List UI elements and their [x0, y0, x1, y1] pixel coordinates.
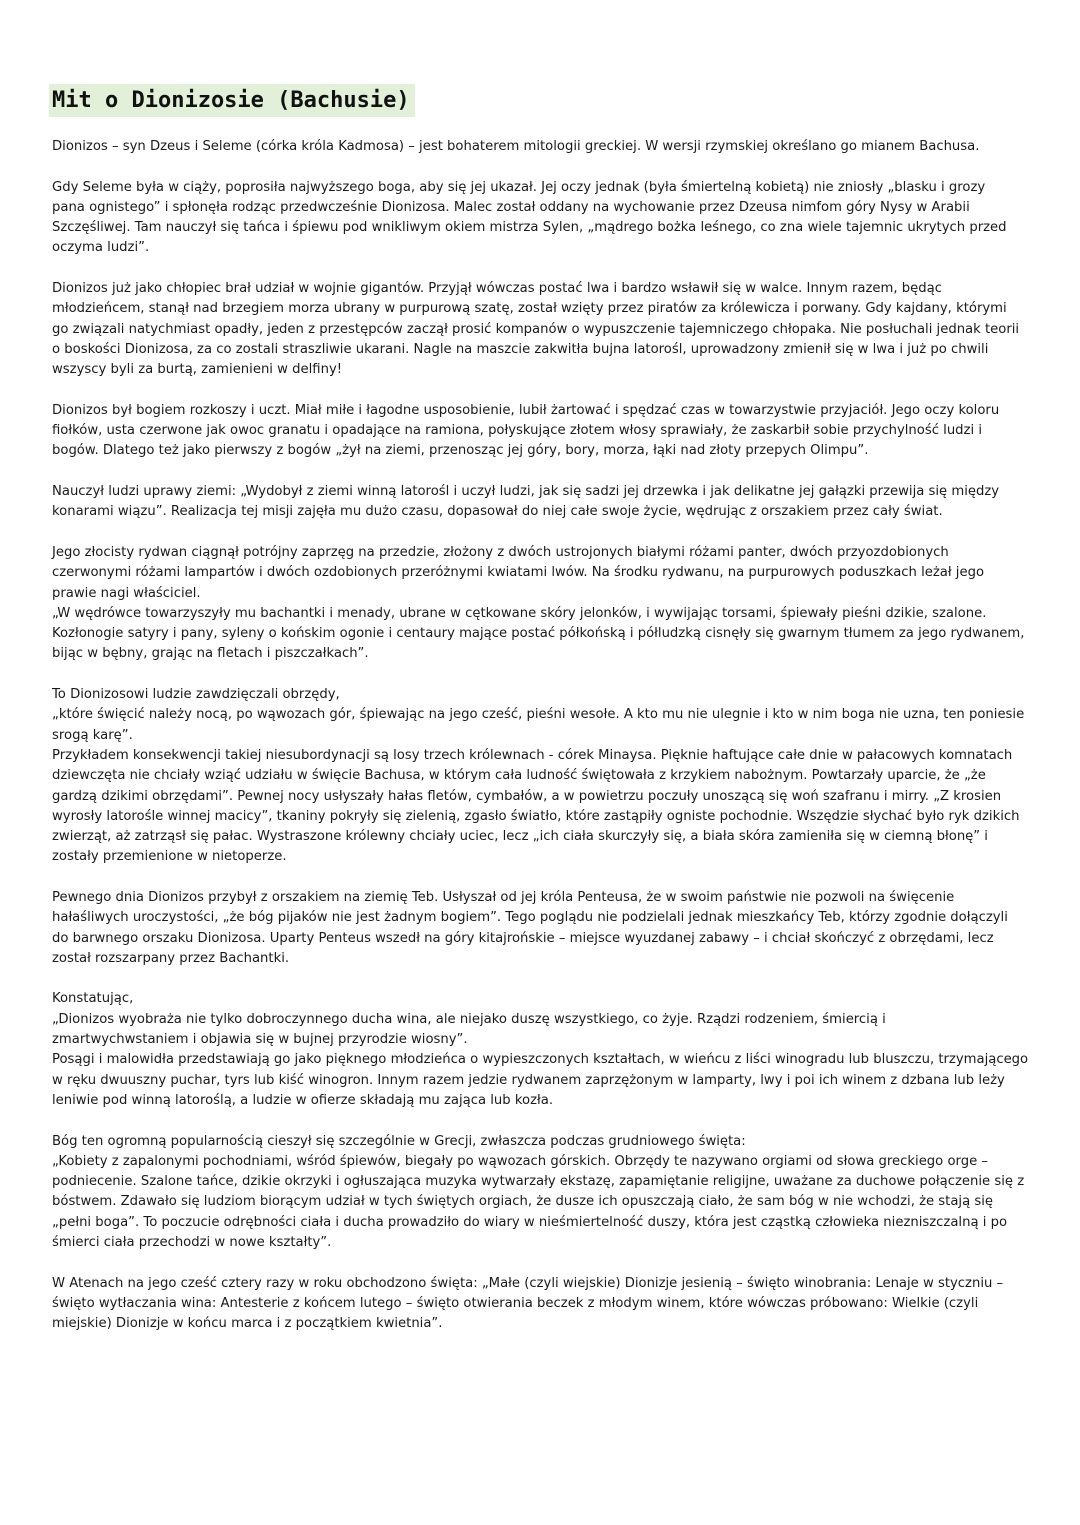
paragraph [52, 888, 1037, 969]
text-line: w ręku dwuuszny puchar, tyrs lub kiść winogron. Innym razem jedzie rydwanem zaprzężonym w lamparty, lwy i poi ich winem z dzbana lub leży [52, 1072, 1005, 1088]
text-line: Nauczył ludzi uprawy ziemi: „Wydobył z ziemi winną latorośl i uczył ludzi, jak się sadzi jej drzewka i jak delikatne jej gałązki przewija się między [52, 484, 1000, 500]
paragraph [52, 543, 1037, 665]
paragraph [52, 685, 1037, 868]
text-line: bóstwem. Zdawało się ludziom biorącym udział w tych świętych orgiach, że dusze ich opuszczają ciało, że sam bóg w nie wchodzi, że stają się [52, 1194, 994, 1210]
text-line: wszyscy byli za burtą, zamienieni w delfiny! [52, 362, 343, 378]
text-line: dziewczęta nie chciały wziąć udziału w święcie Bachusa, w którym cała ludność świętowała z krzykiem nabożnym. Powtarzały uparcie, że „że [52, 768, 986, 784]
text-line: „W wędrówce towarzyszyły mu bachantki i menady, ubrane w cętkowane skóry jelonków, i wywijając torsami, śpiewały pieśni dzikie, szalone. [52, 605, 987, 621]
text-line: prawie nagi właściciel. [52, 585, 201, 601]
text-line: zostały przemienione w nietoperze. [52, 849, 287, 865]
text-line: Posągi i malowidła przedstawiają go jako pięknego młodzieńca o wypieszczonych kształtach, w wieńcu z liści winogradu lub bluszczu, trzymającego [52, 1052, 1029, 1068]
paragraph [52, 1274, 1037, 1335]
text-line: został rozszarpany przez Bachantki. [52, 950, 290, 966]
text-line: Dionizos był bogiem rozkoszy i uczt. Miał miłe i łagodne usposobienie, lubił żartować i spędzać czas w towarzystwie przyjaciół. Jego oczy koloru [52, 402, 1000, 418]
text-line: Bóg ten ogromną popularnością cieszył się szczególnie w Grecji, zwłaszcza podczas grudniowego święta: [52, 1133, 746, 1149]
text-line: młodzieńcem, stanął nad brzegiem morza ubrany w purpurową szatę, został wzięty przez piratów za królewicza i porwany. Gdy kajdany, którymi [52, 301, 1007, 317]
text-line: srogą karę”. [52, 727, 133, 743]
text-line: Jego złocisty rydwan ciągnął potrójny zaprzęg na przedzie, złożony z dwóch ustrojonych białymi różami panter, dwóch przyozdobionych [52, 544, 949, 560]
text-line: „Kobiety z zapalonymi pochodniami, wśród śpiewów, biegały po wąwozach górskich. Obrzędy te nazywano orgiami od słowa greckiego orge – [52, 1153, 988, 1169]
paragraph [52, 989, 1037, 1111]
text-line: hałaśliwych uroczystości, „że bóg pijaków nie jest żadnym bogiem”. Tego poglądu nie podzielali jednak mieszkańcy Teb, którzy zgodnie dołączyli [52, 910, 1008, 926]
text-line: oczyma ludzi”. [52, 240, 150, 256]
text-line: Dionizos już jako chłopiec brał udział w wojnie gigantów. Przyjął wówczas postać lwa i bardzo wsławił się w walce. Innym razem, będąc [52, 281, 942, 297]
text-line: śmierci ciała przechodzi w nowe kształty”. [52, 1235, 332, 1251]
paragraph [52, 279, 1037, 380]
text-line: „które święcić należy nocą, po wąwozach gór, śpiewając na jego cześć, pieśni wesołe. A kto mu nie ulegnie i kto w nim boga nie uzna, ten poniesie [52, 707, 1025, 723]
text-line: pana ognistego” i spłonęła rodząc przedwcześnie Dionizosa. Malec został oddany na wychowanie przez Dzeusa nimfom góry Nysy w Arabii [52, 199, 970, 215]
text-line: do barwnego orszaku Dionizosa. Uparty Penteus wszedł na góry kitajrońskie – miejsce wyuzdanej zabawy – i chciał skończyć z obrzędami, lecz [52, 930, 994, 946]
text-line: „Dionizos wyobraża nie tylko dobroczynnego ducha wina, ale niejako duszę wszystkiego, co żyje. Rządzi rodzeniem, śmiercią i [52, 1011, 886, 1027]
text-line: konarami wiązu”. Realizacja tej misji zajęła mu dużo czasu, dopasował do niej całe swoje życie, wędrując z orszakiem przez cały świat. [52, 504, 943, 520]
text-line: gardzą dzikimi obrzędami”. Pewnej nocy usłyszały hałas fletów, cymbałów, a w powietrzu poczuły unoszącą się woń szafranu i mirry. „Z krosien [52, 788, 1002, 804]
paragraph [52, 1132, 1037, 1254]
text-line: miejskie) Dionizje w końcu marca i z początkiem kwietnia”. [52, 1316, 443, 1332]
text-line: Dionizos – syn Dzeus i Seleme (córka króla Kadmosa) – jest bohaterem mitologii greckiej. W wersji rzymskiej określano go mianem Bachusa. [52, 139, 980, 154]
text-line: o boskości Dionizosa, za co zostali straszliwie ukarani. Nagle na maszcie zakwitła bujna latorośl, uprowadzony zmienił się w lwa i już po chwili [52, 341, 989, 357]
text-line: święto wytłaczania wina: Antesterie z końcem lutego – święto otwierania beczek z młodym winem, które wówczas próbowano: Wielkie (czyli [52, 1295, 979, 1311]
text-line: To Dionizosowi ludzie zawdzięczali obrzędy, [52, 687, 340, 703]
text-line: podniecenie. Szalone tańce, dzikie okrzyki i ogłuszająca muzyka wytwarzały ekstazę, zapamiętanie religijne, uważane za duchowe połączenie się z [52, 1174, 1025, 1190]
text-line: Przykładem konsekwencji takiej niesubordynacji są losy trzech królewnach - córek Minaysa. Pięknie haftujące całe dnie w pałacowych komnatach [52, 747, 1013, 763]
text-line: Gdy Seleme była w ciąży, poprosiła najwyższego boga, aby się jej ukazał. Jej oczy jednak (była śmiertelną kobietą) nie zniosły „blasku i grozy [52, 179, 986, 195]
paragraph [52, 482, 1037, 523]
text-line: czerwonymi różami lampartów i dwóch ozdobionych przeróżnymi kwiatami lwów. Na środku rydwanu, na purpurowych poduszkach leżał jego [52, 565, 985, 581]
text-line: zwierząt, aż zatrząsł się pałac. Wystraszone królewny chciały uciec, lecz „ich ciała skurczyły się, a biała skóra zamieniła się w ciemną błonę” i [52, 829, 988, 845]
text-line: Kozłonogie satyry i pany, syleny o końskim ogonie i centaury mające postać półkońską i półludzką cisnęły się gwarnym tłumem za jego rydwanem, [52, 626, 1025, 642]
text-line: Szczęśliwej. Tam nauczył się tańca i śpiewu pod wnikliwym okiem mistrza Sylen, „mądrego bożka leśnego, co zna wiele tajemnic ukrytych przed [52, 220, 1007, 236]
paragraph [52, 178, 1037, 259]
text-line: wyrosły latorośle winnej macicy”, tkaniny pokryły się zielenią, zgasło światło, które zastąpiły ogniste pochodnie. Wszędzie słychać było ryk dzikich [52, 808, 1020, 824]
text-line: Konstatując, [52, 991, 134, 1007]
document-body [52, 137, 1037, 1355]
text-line: W Atenach na jego cześć cztery razy w roku obchodzono święta: „Małe (czyli wiejskie) Dionizje jesienią – święto winobrania: Lenaje w styczniu – [52, 1275, 1004, 1291]
paragraph [52, 137, 1037, 157]
text-line: Pewnego dnia Dionizos przybył z orszakiem na ziemię Teb. Usłyszał od jej króla Penteusa, że w swoim państwie nie pozwoli na święcenie [52, 889, 955, 905]
text-line: leniwie pod winną latoroślą, a ludzie w ofierze składają mu zająca lub kozła. [52, 1092, 554, 1108]
text-line: „pełni boga”. To poczucie odrębności ciała i ducha prowadziło do wiary w nieśmiertelność duszy, która jest cząstką człowieka niezniszczalną i po [52, 1214, 1008, 1230]
text-line: fiołków, usta czerwone jak owoc granatu i opadające na ramiona, połyskujące złotem włosy sprawiały, że zaskarbił sobie przychylność ludzi i [52, 423, 982, 439]
text-line: go związali natychmiast opadły, jeden z przestępców zaczął prosić kompanów o wypuszczenie tajemniczego chłopaka. Nie posłuchali jednak teorii [52, 321, 1020, 337]
text-line: zmartwychwstaniem i objawia się w bujnej przyrodzie wiosny”. [52, 1032, 468, 1048]
text-line: bogów. Dlatego też jako pierwszy z bogów „żył na ziemi, przenosząc jej góry, bory, morza, łąki nad złoty przepych Olimpu”. [52, 443, 869, 459]
text-line: bijąc w bębny, grając na fletach i piszczałkach”. [52, 646, 369, 662]
paragraph [52, 401, 1037, 462]
document-title: Mit o Dionizosie (Bachusie) [49, 84, 415, 117]
